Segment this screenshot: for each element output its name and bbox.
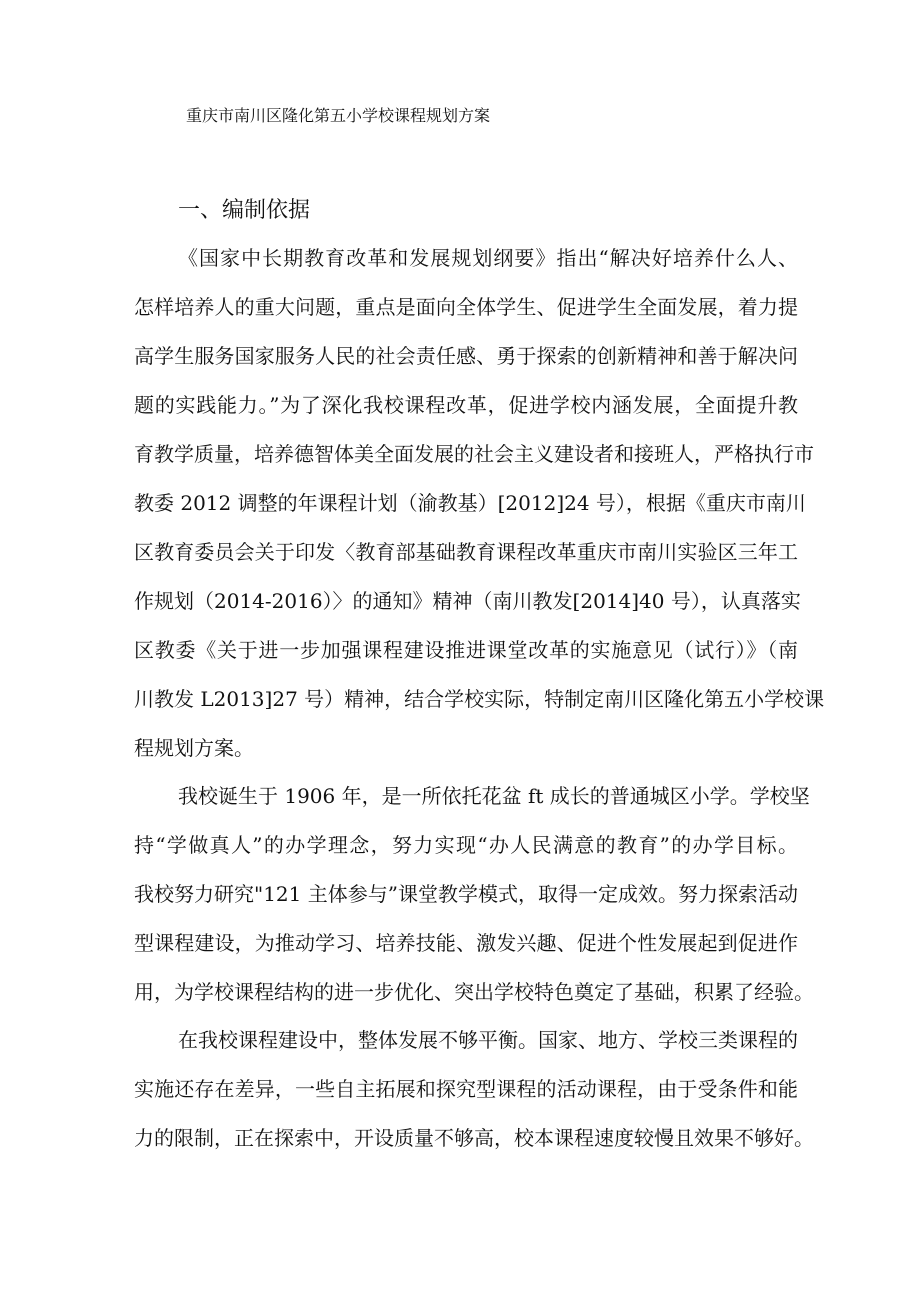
text-line: 持“学做真人”的办学理念，努力实现“办人民满意的教育”的办学目标。 bbox=[134, 833, 798, 857]
text-line: 力的限制，正在探索中，开设质量不够高，校本课程速度较慢且效果不够好。 bbox=[134, 1126, 814, 1150]
text-line: 在我校课程建设中，整体发展不够平衡。国家、地方、学校三类课程的 bbox=[178, 1028, 798, 1052]
text-line: 区教委《关于进一步加强课程建设推进课堂改革的实施意见（试行）》（南 bbox=[134, 638, 798, 662]
text-line: 高学生服务国家服务人民的社会责任感、勇于探索的创新精神和善于解决问 bbox=[134, 344, 798, 368]
paragraph-basis bbox=[134, 234, 825, 773]
text-line: 教委 2012 调整的年课程计划（渝教基）[2012]24 号），根据《重庆市南川 bbox=[134, 491, 806, 515]
text-line: 用，为学校课程结构的进一步优化、突出学校特色奠定了基础，积累了经验。 bbox=[134, 980, 814, 1004]
section-heading: 一、编制依据 bbox=[178, 198, 311, 223]
text-line: 作规划（2014-2016）〉的通知》精神（南川教发[2014]40 号），认真落实 bbox=[134, 589, 801, 613]
text-line: 我校努力研究"121 主体参与”课堂教学模式，取得一定成效。努力探索活动 bbox=[134, 882, 798, 906]
text-line: 怎样培养人的重大问题，重点是面向全体学生、促进学生全面发展，着力提 bbox=[134, 295, 798, 319]
text-line: 程规划方案。 bbox=[134, 736, 254, 760]
text-line: 实施还存在差异，一些自主拓展和探究型课程的活动课程，由于受条件和能 bbox=[134, 1077, 798, 1101]
text-line: 川教发 L2013]27 号）精神，结合学校实际，特制定南川区隆化第五小学校课 bbox=[134, 687, 825, 711]
paragraph-school-history bbox=[134, 772, 814, 1017]
paragraph-current-issues bbox=[134, 1016, 814, 1163]
text-line: 题的实践能力。”为了深化我校课程改革，促进学校内涵发展，全面提升教 bbox=[134, 393, 798, 417]
document-title: 重庆市南川区隆化第五小学校课程规划方案 bbox=[186, 106, 491, 125]
text-line: 我校诞生于 1906 年，是一所依托花盆 ft 成长的普通城区小学。学校坚 bbox=[178, 784, 810, 808]
text-line: 型课程建设，为推动学习、培养技能、激发兴趣、促进个性发展起到促进作 bbox=[134, 931, 798, 955]
text-line: 区教育委员会关于印发〈教育部基础教育课程改革重庆市南川实验区三年工 bbox=[134, 540, 798, 564]
text-line: 育教学质量，培养德智体美全面发展的社会主义建设者和接班人，严格执行市 bbox=[134, 442, 814, 466]
text-line: 《国家中长期教育改革和发展规划纲要》指出“解决好培养什么人、 bbox=[178, 246, 798, 270]
